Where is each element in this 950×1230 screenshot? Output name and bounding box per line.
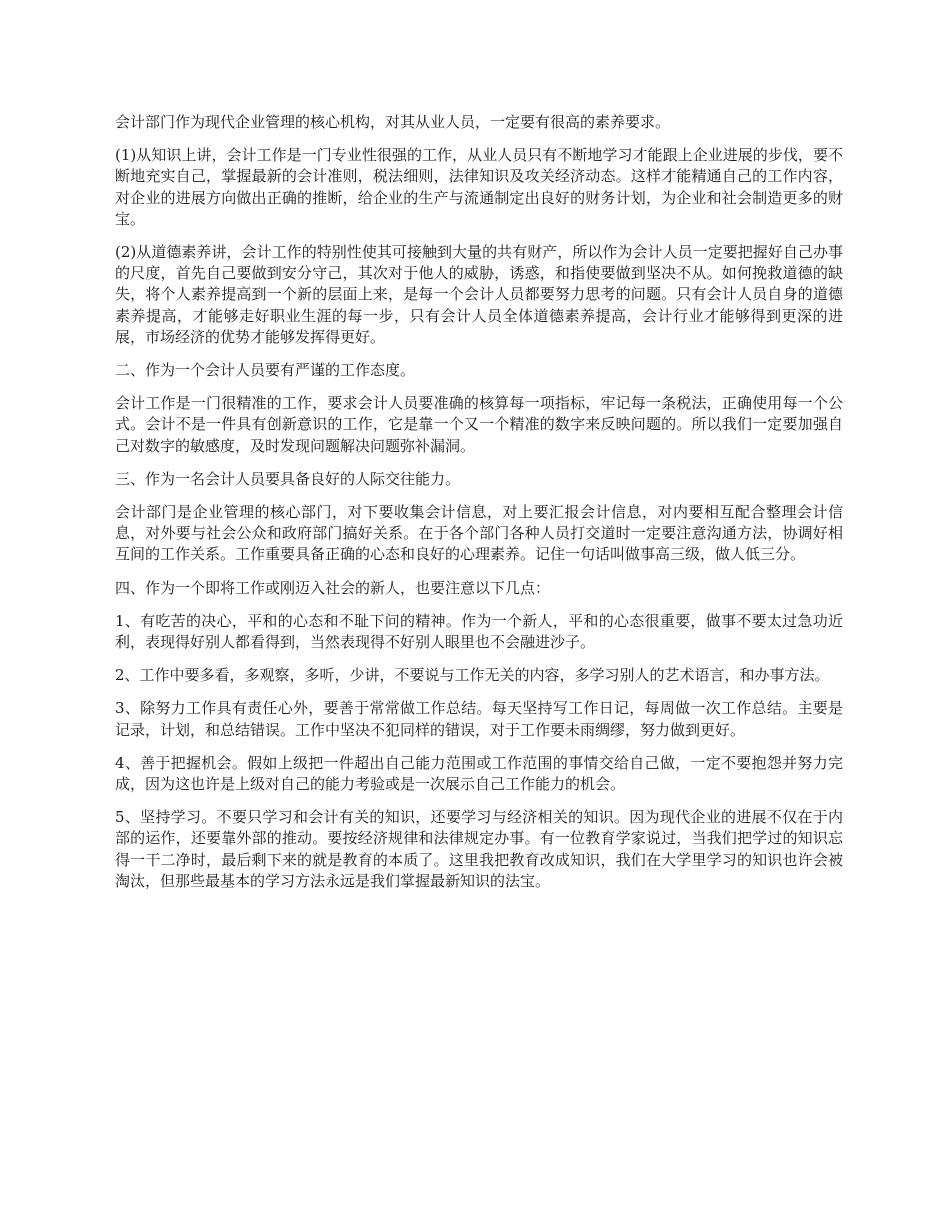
list-item-2: 2、工作中要多看，多观察，多听，少讲，不要说与工作无关的内容，多学习别人的艺术语言，和办事方法。 (115, 666, 830, 685)
list-item-1: 1、有吃苦的决心，平和的心态和不耻下问的精神。作为一个新人，平和的心态很重要，做事不要太过急功近利，表现得好别人都看得到，当然表现得不好别人眼里也不会融进沙子。 (115, 611, 843, 652)
paragraph-intro: 会计部门作为现代企业管理的核心机构，对其从业人员，一定要有很高的素养要求。 (115, 113, 671, 131)
paragraph-communication: 会计部门是企业管理的核心部门，对下要收集会计信息，对上要汇报会计信息，对内要相互配合整理会计信息，对外要与社会公众和政府部门搞好关系。在于各个部门各种人员打交道时一定要注意沟通方法，协调好相互间的工作关系。工作重要具备正确的心态和良好的心理素养。记住一句话叫做事高三级，做人低三分。 (115, 503, 843, 564)
list-item-5: 5、坚持学习。不要只学习和会计有关的知识，还要学习与经济相关的知识。因为现代企业的进展不仅在于内部的运作，还要靠外部的推动。要按经济规律和法律规定办事。有一位教育学家说过，当我们把学过的知识忘得一干二净时，最后剩下来的就是教育的本质了。这里我把教育改成知识，我们在大学里学习的知识也许会被淘汰，但那些最基本的学习方法永远是我们掌握最新知识的法宝。 (115, 808, 843, 890)
paragraph-knowledge: (1)从知识上讲，会计工作是一门专业性很强的工作，从业人员只有不断地学习才能跟上企业进展的步伐，要不断地充实自己，掌握最新的会计准则，税法细则，法律知识及攻关经济动态。这样才能精通自己的工作内容，对企业的进展方向做出正确的推断，给企业的生产与流通制定出良好的财务计划，为企业和社会制造更多的财宝。 (115, 146, 843, 228)
document-body (115, 112, 843, 904)
section-heading-2: 二、作为一个会计人员要有严谨的工作态度。 (115, 361, 416, 380)
section-heading-3: 三、作为一名会计人员要具备良好的人际交往能力。 (115, 469, 461, 488)
paragraph-attitude: 会计工作是一门很精准的工作，要求会计人员要准确的核算每一项指标，牢记每一条税法，正确使用每一个公式。会计不是一件具有创新意识的工作，它是靠一个又一个精准的数字来反映问题的。所以我们一定要加强自己对数字的敏感度，及时发现问题解决问题弥补漏洞。 (115, 394, 843, 455)
paragraph-ethics: (2)从道德素养讲，会计工作的特别性使其可接触到大量的共有财产，所以作为会计人员一定要把握好自己办事的尺度，首先自己要做到安分守己，其次对于他人的威胁，诱惑，和指使要做到坚决不从。如何挽救道德的缺失，将个人素养提高到一个新的层面上来，是每一个会计人员都要努力思考的问题。只有会计人员自身的道德素养提高，才能够走好职业生涯的每一步，只有会计人员全体道德素养提高，会计行业才能够得到更深的进展，市场经济的优势才能够发挥得更好。 (115, 243, 843, 346)
list-item-4: 4、善于把握机会。假如上级把一件超出自己能力范围或工作范围的事情交给自己做，一定不要抱怨并努力完成，因为这也许是上级对自己的能力考验或是一次展示自己工作能力的机会。 (115, 753, 843, 794)
list-item-3: 3、除努力工作具有责任心外，要善于常常做工作总结。每天坚持写工作日记，每周做一次工作总结。主要是记录，计划，和总结错误。工作中坚决不犯同样的错误，对于工作要未雨绸缪，努力做到更好。 (115, 699, 843, 739)
section-heading-4: 四、作为一个即将工作或刚迈入社会的新人，也要注意以下几点： (115, 578, 551, 597)
